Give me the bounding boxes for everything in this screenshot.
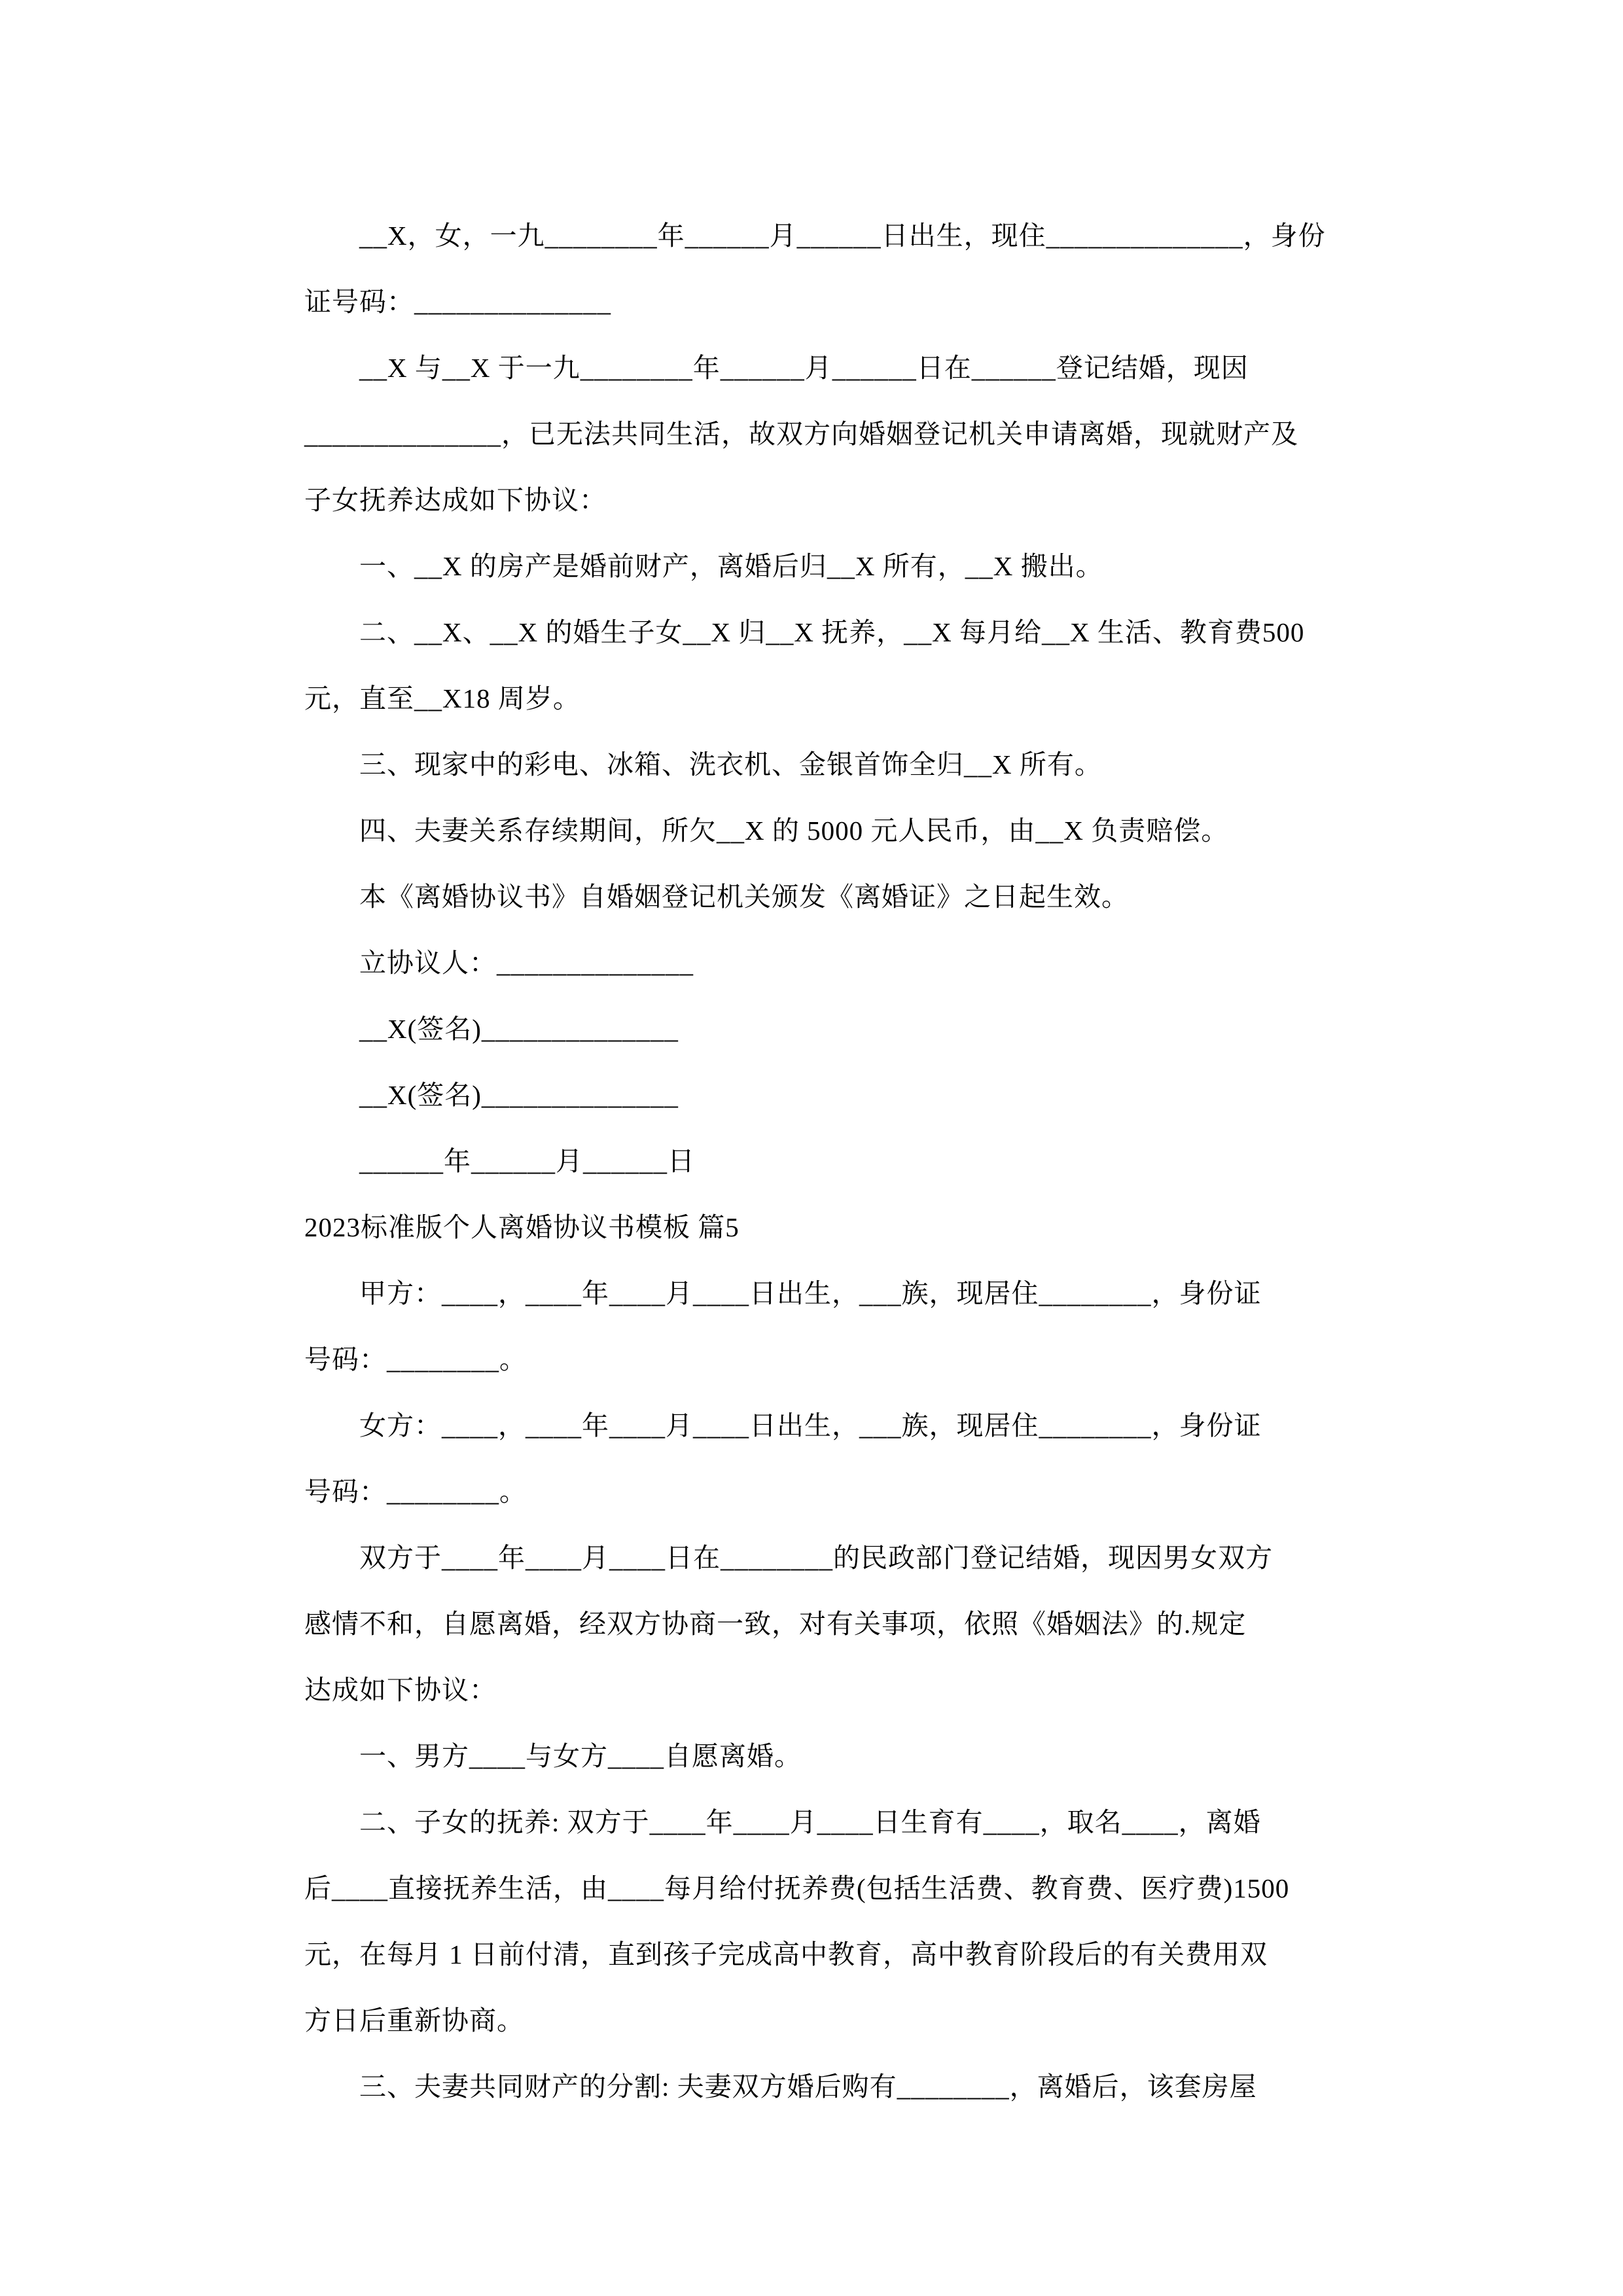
document-line: __X 与__X 于一九________年______月______日在______登记结婚，现因 (304, 353, 1249, 383)
document-line: 双方于____年____月____日在________的民政部门登记结婚，现因男女双方 (304, 1543, 1273, 1573)
document-line: 三、夫妻共同财产的分割: 夫妻双方婚后购有________，离婚后，该套房屋 (304, 2072, 1257, 2102)
document-line: 元，在每月 1 日前付清，直到孩子完成高中教育，高中教育阶段后的有关费用双 (304, 1939, 1268, 1969)
document-line: ______年______月______日 (304, 1146, 695, 1176)
document-line: 号码：________。 (304, 1344, 527, 1374)
document-line: __X(签名)______________ (304, 1080, 679, 1110)
document-line: 甲方：____，____年____月____日出生，___族，现居住________，身份证 (304, 1278, 1262, 1308)
document-content (304, 203, 1400, 2120)
document-line: 二、__X、__X 的婚生子女__X 归__X 抚养，__X 每月给__X 生活、教育费500 (304, 617, 1305, 647)
document-line: 立协议人：______________ (304, 948, 694, 978)
document-line: 四、夫妻关系存续期间，所欠__X 的 5000 元人民币，由__X 负责赔偿。 (304, 816, 1229, 846)
document-line: 2023标准版个人离婚协议书模板 篇5 (304, 1212, 740, 1242)
document-line: 达成如下协议： (304, 1675, 497, 1705)
document-line: 感情不和，自愿离婚，经双方协商一致，对有关事项，依照《婚姻法》的.规定 (304, 1609, 1247, 1639)
document-line: 方日后重新协商。 (304, 2005, 524, 2036)
document-line: 本《离婚协议书》自婚姻登记机关颁发《离婚证》之日起生效。 (304, 882, 1129, 912)
document-line: 一、__X 的房产是婚前财产，离婚后归__X 所有，__X 搬出。 (304, 551, 1103, 581)
document-line: __X(签名)______________ (304, 1014, 679, 1044)
document-line: 二、子女的抚养: 双方于____年____月____日生育有____，取名____，离婚 (304, 1807, 1261, 1837)
document-line: 证号码：______________ (304, 287, 611, 317)
document-line: 元，直至__X18 周岁。 (304, 683, 580, 713)
document-line: ______________，已无法共同生活，故双方向婚姻登记机关申请离婚，现就财产及 (304, 419, 1298, 449)
document-line: 女方：____，____年____月____日出生，___族，现居住________，身份证 (304, 1410, 1262, 1441)
document-line: 子女抚养达成如下协议： (304, 485, 607, 515)
document-line: 一、男方____与女方____自愿离婚。 (304, 1741, 802, 1771)
document-line: 号码：________。 (304, 1477, 527, 1507)
document-line: 后____直接抚养生活，由____每月给付抚养费(包括生活费、教育费、医疗费)1500 (304, 1873, 1290, 1903)
document-line: __X，女，一九________年______月______日出生，现住______________，身份 (304, 221, 1326, 251)
document-line: 三、现家中的彩电、冰箱、洗衣机、金银首饰全归__X 所有。 (304, 749, 1102, 780)
